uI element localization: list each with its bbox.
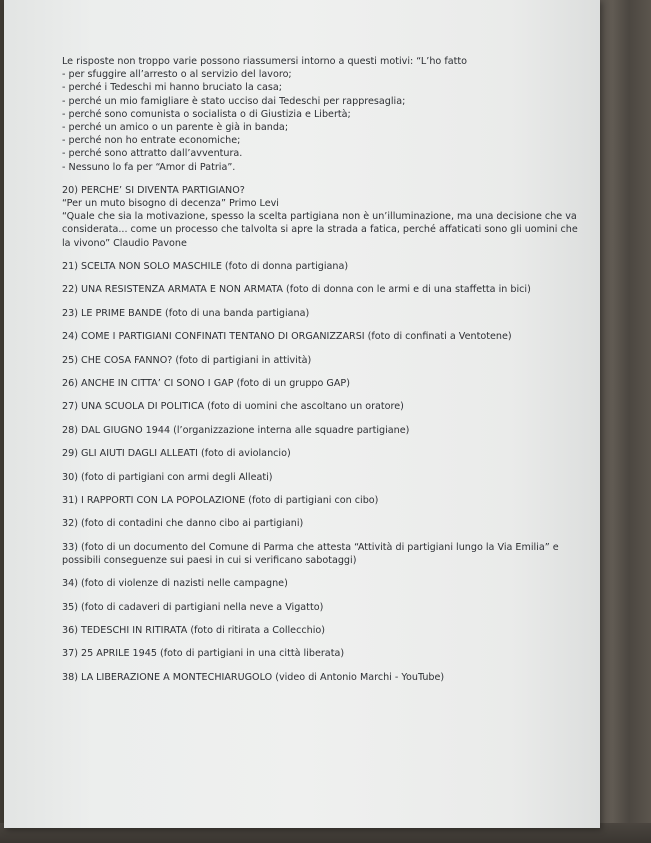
motive-line: - perché non ho entrate economiche; [62, 135, 241, 147]
motive-line: - perché un amico o un parente è già in banda; [62, 122, 289, 134]
document-text [62, 55, 582, 694]
intro-heading: Le risposte non troppo varie possono riassumersi intorno a questi motivi: “L’ho fatto [62, 56, 467, 67]
paper-sheet [4, 0, 600, 828]
quote-pavone-line: “Quale che sia la motivazione, spesso la scelta partigiana non è un’illuminazione, ma una decisione che va [62, 211, 577, 223]
item-line: 31) I RAPPORTI CON LA POPOLAZIONE (foto di partigiani con cibo) [62, 494, 379, 506]
item-line: 24) COME I PARTIGIANI CONFINATI TENTANO DI ORGANIZZARSI (foto di confinati a Ventotene) [62, 331, 512, 343]
list-item [62, 377, 582, 390]
item-line: 33) (foto di un documento del Comune di Parma che attesta “Attività di partigiani lungo la Via Emilia” e [62, 541, 559, 553]
item-line: possibili conseguenze sui paesi in cui si verificano sabotaggi) [62, 554, 357, 566]
quote-pavone-line: considerata... come un processo che talvolta si apre la strada a fatica, perché affaticati sono gli uomini che [62, 224, 578, 236]
motive-line: - perché sono attratto dall’avventura. [62, 148, 243, 160]
item-line: 35) (foto di cadaveri di partigiani nella neve a Vigatto) [62, 601, 324, 613]
section-20 [62, 184, 582, 250]
item-line: 27) UNA SCUOLA DI POLITICA (foto di uomini che ascoltano un oratore) [62, 401, 404, 413]
list-item [62, 601, 582, 614]
list-item [62, 517, 582, 530]
list-item [62, 260, 582, 273]
list-item [62, 330, 582, 343]
motive-line: - perché sono comunista o socialista o di Giustizia e Libertà; [62, 108, 351, 120]
list-item [62, 494, 582, 507]
item-line: 26) ANCHE IN CITTA’ CI SONO I GAP (foto di un gruppo GAP) [62, 377, 350, 389]
item-line: 22) UNA RESISTENZA ARMATA E NON ARMATA (foto di donna con le armi e di una staffetta in bici) [62, 284, 531, 296]
item-line: 34) (foto di violenze di nazisti nelle campagne) [62, 578, 288, 590]
item-line: 38) LA LIBERAZIONE A MONTECHIARUGOLO (video di Antonio Marchi - YouTube) [62, 671, 445, 683]
spacer [62, 174, 582, 184]
item-line: 30) (foto di partigiani con armi degli Alleati) [62, 471, 273, 483]
list-item [62, 624, 582, 637]
item-line: 23) LE PRIME BANDE (foto di una banda partigiana) [62, 307, 310, 319]
list-item [62, 671, 582, 684]
list-item [62, 471, 582, 484]
item-line: 37) 25 APRILE 1945 (foto di partigiani in una città liberata) [62, 648, 345, 660]
item-line: 29) GLI AIUTI DAGLI ALLEATI (foto di aviolancio) [62, 448, 291, 460]
list-item [62, 577, 582, 590]
motive-line: - per sfuggire all’arresto o al servizio del lavoro; [62, 69, 292, 81]
item-line: 28) DAL GIUGNO 1944 (l’organizzazione interna alle squadre partigiane) [62, 424, 410, 436]
intro-block [62, 55, 582, 174]
list-item [62, 307, 582, 320]
list-item [62, 283, 582, 296]
item-line: 36) TEDESCHI IN RITIRATA (foto di ritirata a Collecchio) [62, 625, 325, 637]
motive-line: - perché i Tedeschi mi hanno bruciato la casa; [62, 82, 283, 94]
list-item [62, 541, 582, 567]
list-item [62, 400, 582, 413]
list-item [62, 647, 582, 660]
list-item [62, 424, 582, 437]
item-line: 21) SCELTA NON SOLO MASCHILE (foto di donna partigiana) [62, 261, 349, 273]
item-line: 32) (foto di contadini che danno cibo ai partigiani) [62, 518, 304, 530]
item-line: 25) CHE COSA FANNO? (foto di partigiani in attività) [62, 354, 312, 366]
list-item [62, 354, 582, 367]
quote-pavone-line: la vivono” Claudio Pavone [62, 237, 187, 249]
section-title: 20) PERCHE’ SI DIVENTA PARTIGIANO? [62, 184, 245, 196]
motive-line: - Nessuno lo fa per “Amor di Patria”. [62, 161, 236, 173]
motive-line: - perché un mio famigliare è stato ucciso dai Tedeschi per rappresaglia; [62, 95, 406, 107]
background-surface-right [596, 0, 651, 843]
list-item [62, 447, 582, 460]
quote-primo-levi: “Per un muto bisogno di decenza” Primo Levi [62, 198, 279, 210]
